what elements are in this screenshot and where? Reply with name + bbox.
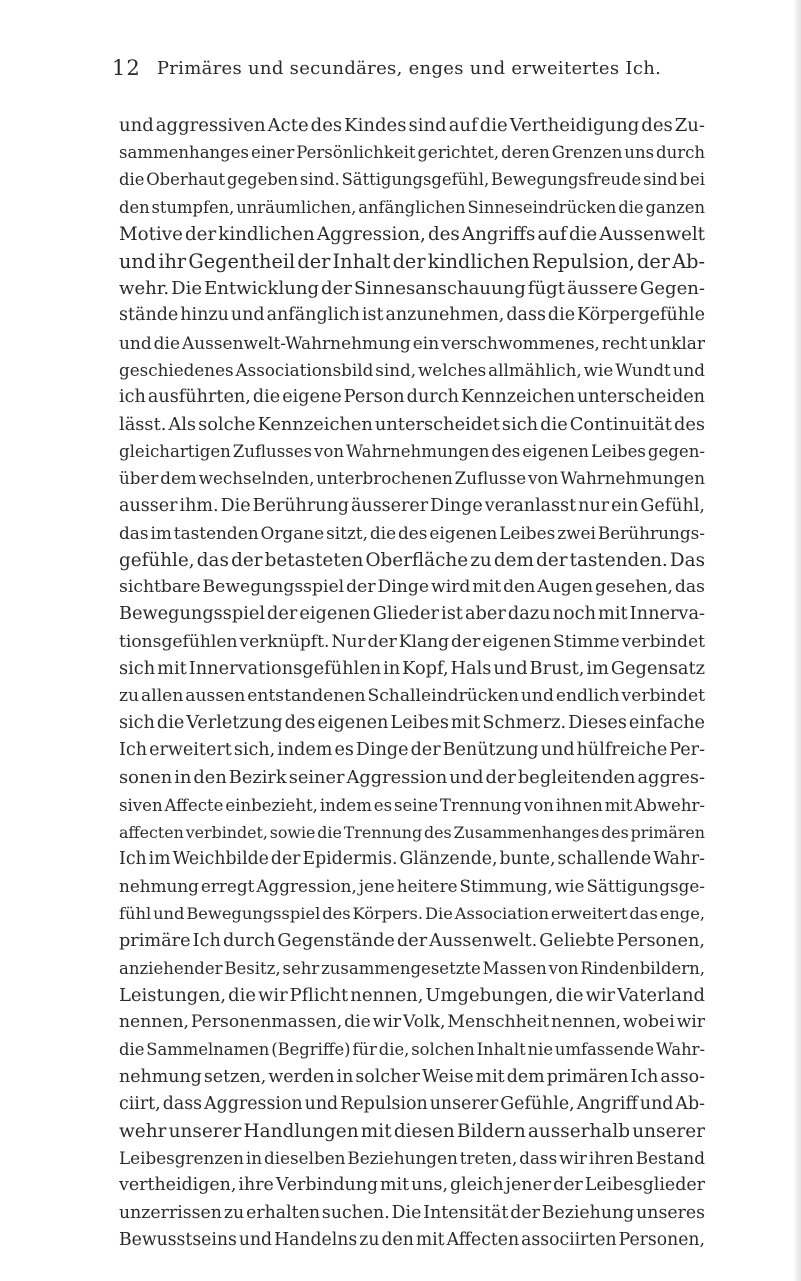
text-line: und aggressiven Acte des Kindes sind auf die Vertheidigung des Zu- [119,115,705,136]
text-line: Ich erweitert sich, indem es Dinge der Benützung und hülfreiche Per- [119,740,705,761]
text-line: ich ausführten, die eigene Person durch Kennzeichen unterscheiden [119,386,705,407]
text-line: den stumpfen, unräumlichen, anfänglichen Sinneseindrücken die ganzen [119,197,705,217]
text-line: Leibesgrenzen in dieselben Beziehungen treten, dass wir ihren Bestand [119,1148,705,1169]
text-line: sammenhanges einer Persönlichkeit gerichtet, deren Grenzen uns durch [119,143,705,163]
running-head: Primäres und secundäres, enges und erweitertes Ich. [156,58,662,79]
text-line: ciirt, dass Aggression und Repulsion unserer Gefühle, Angriff und Ab- [119,1093,705,1114]
page-edge [793,0,801,1281]
text-line: und die Aussenwelt-Wahrnehmung ein verschwommenes, recht unklar [119,332,705,353]
text-line: geschiedenes Associationsbild sind, welches allmählich, wie Wundt und [119,359,705,380]
text-line: tionsgefühlen verknüpft. Nur der Klang der eigenen Stimme verbindet [119,631,705,652]
text-line: Ich im Weichbilde der Epidermis. Glänzende, bunte, schallende Wahr- [119,849,705,870]
text-line: nehmung setzen, werden in solcher Weise mit dem primären Ich asso- [119,1066,705,1087]
text-line: gefühle, das der betasteten Oberfläche zu dem der tastenden. Das [119,550,705,571]
text-line: nennen, Personenmassen, die wir Volk, Menschheit nennen, wobei wir [119,1012,705,1033]
text-line: nehmung erregt Aggression, jene heitere Stimmung, wie Sättigungsge- [119,876,705,897]
text-line: Motive der kindlichen Aggression, des Angriffs auf die Aussenwelt [119,223,705,245]
text-line: zu allen aussen entstandenen Schalleindrücken und endlich verbindet [119,685,705,706]
text-line: sonen in den Bezirk seiner Aggression und der begleitenden aggres- [119,767,705,788]
text-line: stände hinzu und anfänglich ist anzunehmen, dass die Körpergefühle [119,305,705,326]
text-line: Leistungen, die wir Pflicht nennen, Umgebungen, die wir Vaterland [119,985,705,1006]
text-line: die Sammelnamen (Begriffe) für die, solchen Inhalt nie umfassende Wahr- [119,1040,705,1060]
text-line: und ihr Gegentheil der Inhalt der kindlichen Repulsion, der Ab- [119,249,705,273]
text-line: gleichartigen Zuflusses von Wahrnehmungen des eigenen Leibes gegen- [119,442,705,462]
text-line: sich die Verletzung des eigenen Leibes mit Schmerz. Dieses einfache [119,713,705,734]
text-line: affecten verbindet, sowie die Trennung des Zusammenhanges des primären [119,822,705,842]
text-line: wehr. Die Entwicklung der Sinnesanschauung fügt äussere Gegen- [119,278,705,300]
text-line: vertheidigen, ihre Verbindung mit uns, gleich jener der Leibesglieder [119,1175,705,1196]
text-line: ausser ihm. Die Berührung äusserer Dinge veranlasst nur ein Gefühl, [119,495,705,516]
text-line: fühl und Bewegungsspiel des Körpers. Die Association erweitert das enge, [119,904,705,924]
text-line: die Oberhaut gegeben sind. Sättigungsgefühl, Bewegungsfreude sind bei [119,170,705,190]
text-line: unzerrissen zu erhalten suchen. Die Intensität der Beziehung unseres [119,1202,705,1223]
text-line: sich mit Innervationsgefühlen in Kopf, Hals und Brust, im Gegensatz [119,658,705,679]
text-line: über dem wechselnden, unterbrochenen Zuflusse von Wahrnehmungen [119,468,705,489]
page-number: 12 [112,56,141,80]
text-line: primäre Ich durch Gegenstände der Aussenwelt. Geliebte Personen, [119,930,705,951]
text-line: lässt. Als solche Kennzeichen unterscheidet sich die Continuität des [119,414,705,436]
text-line: Bewusstseins und Handelns zu den mit Affecten associirten Personen, [119,1229,705,1250]
body-text [119,112,705,1254]
text-line: sichtbare Bewegungsspiel der Dinge wird mit den Augen gesehen, das [119,577,705,598]
text-line: siven Affecte einbezieht, indem es seine Trennung von ihnen mit Abwehr- [119,795,705,815]
text-line: das im tastenden Organe sitzt, die des eigenen Leibes zwei Berührungs- [119,522,705,543]
text-line: Bewegungsspiel der eigenen Glieder ist aber dazu noch mit Innerva- [119,604,705,625]
text-line: wehr unserer Handlungen mit diesen Bildern ausserhalb unserer [119,1120,705,1142]
page-header [112,56,706,86]
text-line: anziehender Besitz, sehr zusammengesetzte Massen von Rindenbildern, [119,958,705,978]
